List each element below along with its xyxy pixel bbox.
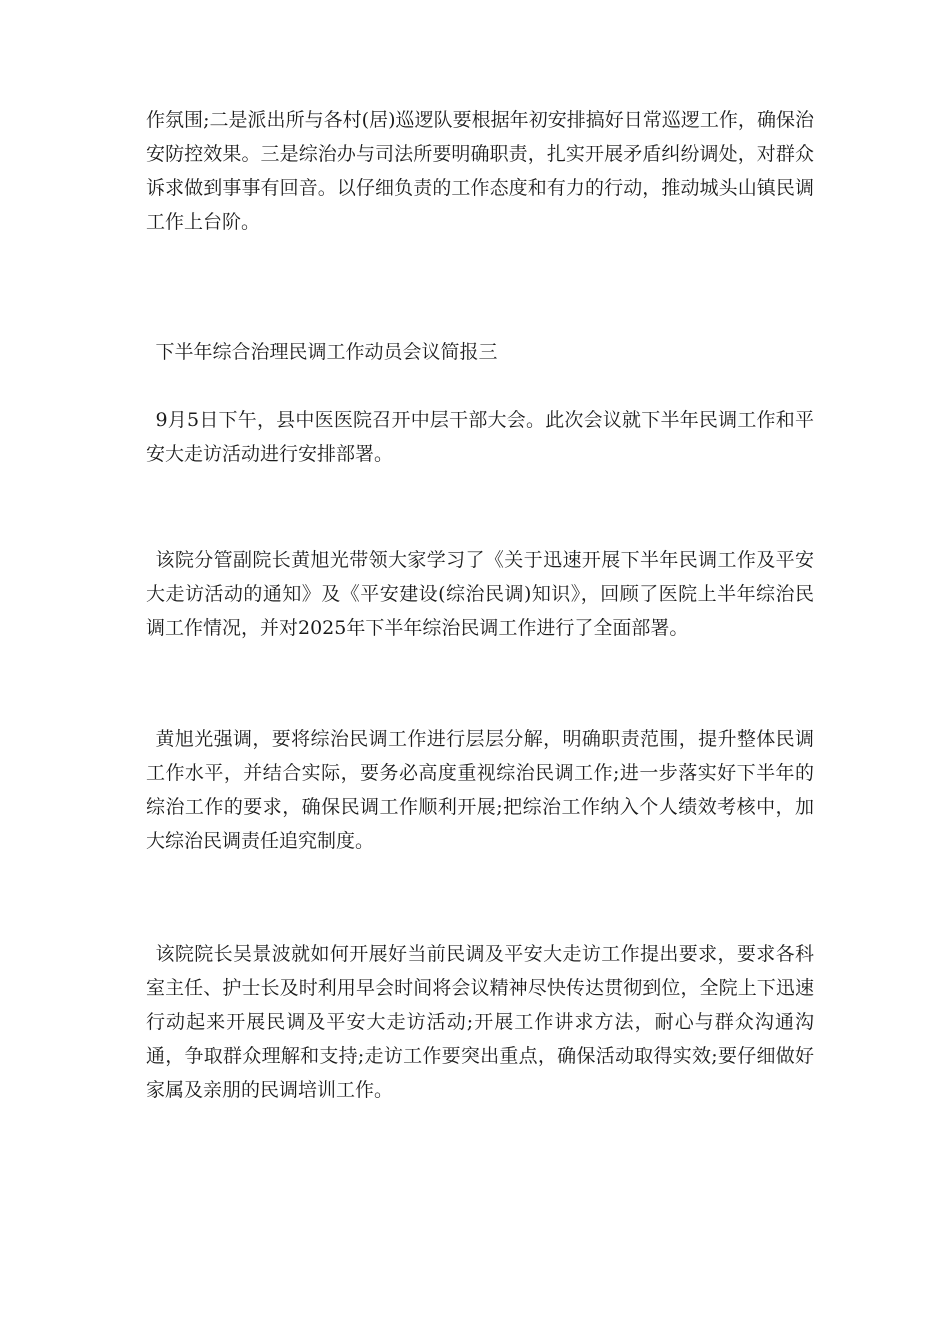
document-heading: 下半年综合治理民调工作动员会议简报三 xyxy=(155,341,498,363)
paragraph-president-requirements: 该院院长吴景波就如何开展好当前民调及平安大走访工作提出要求，要求各科室主任、护士长及时利用早会时间将会议精神尽快传达贯彻到位，全院上下迅速行动起来开展民调及平安大走访活动;开展工作讲求方法，耐心与群众沟通沟通，争取群众理解和支持;走访工作要突出重点，确保活动取得实效;要仔细做好家属及亲朋的民调培训工作。 xyxy=(146,943,814,1101)
paragraph-emphasis: 黄旭光强调，要将综治民调工作进行层层分解，明确职责范围，提升整体民调工作水平，并结合实际，要务必高度重视综治民调工作;进一步落实好下半年的综治工作的要求，确保民调工作顺利开展;把综治工作纳入个人绩效考核中，加大综治民调责任追究制度。 xyxy=(146,728,814,852)
paragraph-meeting-intro: 9月5日下午，县中医医院召开中层干部大会。此次会议就下半年民调工作和平安大走访活动进行安排部署。 xyxy=(146,409,814,465)
paragraph-vice-president: 该院分管副院长黄旭光带领大家学习了《关于迅速开展下半年民调工作及平安大走访活动的通知》及《平安建设(综治民调)知识》，回顾了医院上半年综治民调工作情况，并对2025年下半年综治民调工作进行了全面部署。 xyxy=(146,549,814,639)
continuation-paragraph: 作氛围;二是派出所与各村(居)巡逻队要根据年初安排搞好日常巡逻工作，确保治安防控效果。三是综治办与司法所要明确职责，扎实开展矛盾纠纷调处，对群众诉求做到事事有回音。以仔细负责的工作态度和有力的行动，推动城头山镇民调工作上台阶。 xyxy=(146,109,814,233)
